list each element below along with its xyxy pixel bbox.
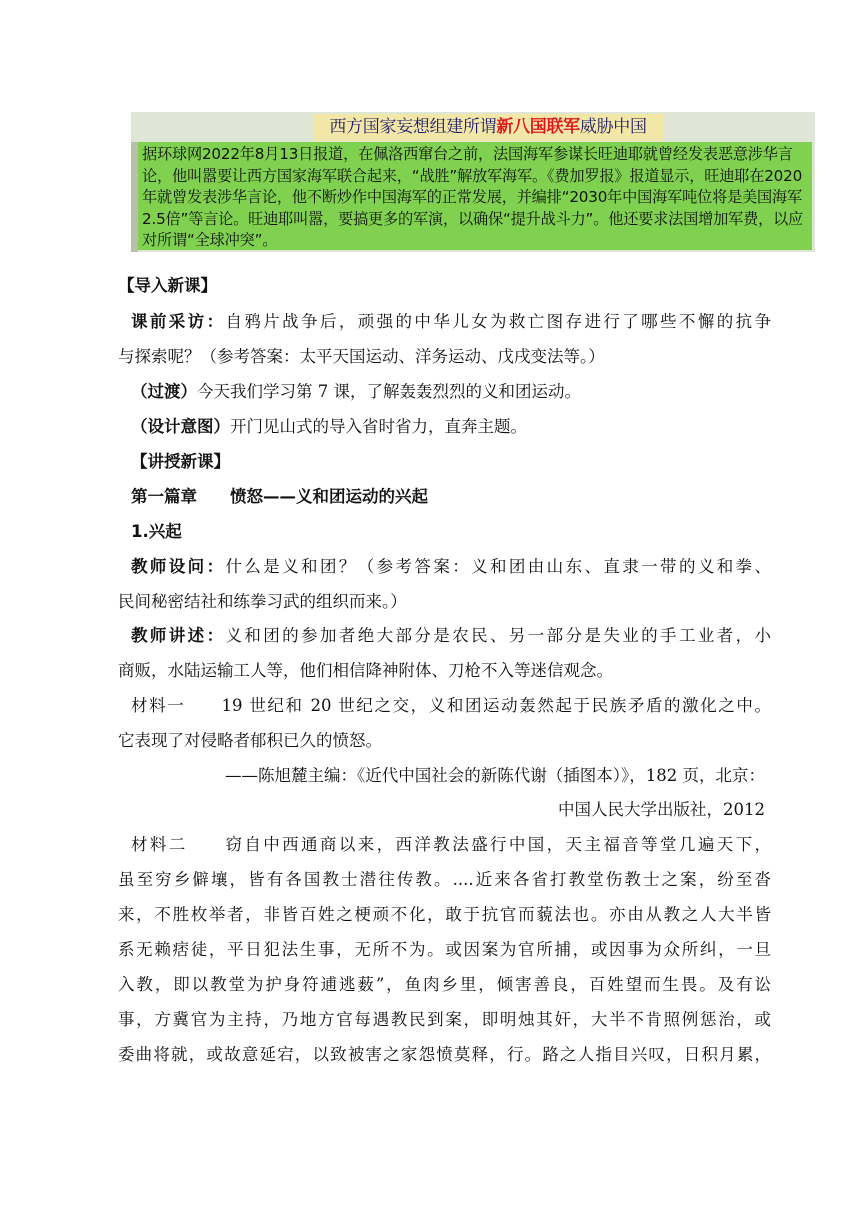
material2-line6: 事，方冀官为主持，乃地方官每遇教民到案，即明烛其奸，大半不肯照例惩治，或 xyxy=(118,1010,771,1029)
interview-line2: 与探索呢？（参考答案：太平天国运动、洋务运动、戊戌变法等。） xyxy=(118,347,605,366)
transition-text: 今天我们学习第 7 课，了解轰轰烈烈的义和团运动。 xyxy=(197,382,581,401)
material2-line7: 委曲将就，或故意延宕，以致被害之家怨愤莫释，行。路之人指目兴叹，日积月累， xyxy=(118,1045,771,1064)
transition-label: （过渡） xyxy=(131,382,197,401)
chapter-title: 第一篇章 愤怒——义和团运动的兴起 xyxy=(131,487,428,506)
lecture-line1 xyxy=(131,624,771,648)
lecture-label: 教师讲述： xyxy=(131,626,226,645)
lecture-line2: 商贩，水陆运输工人等，他们相信降神附体、刀枪不入等迷信观念。 xyxy=(118,661,613,680)
material1-line1: 材料一 19 世纪和 20 世纪之交，义和团运动轰然起于民族矛盾的激化之中。 xyxy=(131,696,771,715)
question-text1: 什么是义和团？（参考答案：义和团由山东、直隶一带的义和拳、 xyxy=(225,557,772,576)
question-line2: 民间秘密结社和练拳习武的组织而来。） xyxy=(118,592,407,611)
interview-text1: 自鸦片战争后，顽强的中华儿女为救亡图存进行了哪些不懈的抗争 xyxy=(225,312,772,331)
question-label: 教师设问： xyxy=(131,557,226,576)
section-intro-heading: 【导入新课】 xyxy=(118,276,217,295)
section-teach-heading: 【讲授新课】 xyxy=(131,452,230,471)
material2-line2: 虽至穷乡僻壤，皆有各国教士潜往传教。....近来各省打教堂伤教士之案，纷至沓 xyxy=(118,870,771,889)
news-image xyxy=(131,112,815,252)
news-title xyxy=(313,114,663,141)
news-title-prefix: 西方国家妄想组建所谓 xyxy=(329,117,497,137)
subsection-title: 1.兴起 xyxy=(131,522,182,541)
news-image-edge xyxy=(131,142,138,252)
design-text: 开门见山式的导入省时省力，直奔主题。 xyxy=(230,417,527,436)
material2-line3: 来，不胜枚举者，非皆百姓之梗顽不化，敢于抗官而藐法也。亦由从教之人大半皆 xyxy=(118,905,771,924)
material2-line4: 系无赖痞徒，平日犯法生事，无所不为。或因案为官所捕，或因事为众所纠，一旦 xyxy=(118,940,771,959)
interview-label: 课前采访： xyxy=(131,312,226,331)
material2-line5: 入教，即以教堂为护身符逋逃薮”，鱼肉乡里，倾害善良，百姓望而生畏。及有讼 xyxy=(118,975,771,994)
interview-line1 xyxy=(131,310,771,334)
design-label: （设计意图） xyxy=(131,417,230,436)
news-title-highlight: 新八国联军 xyxy=(496,117,580,137)
news-body: 据环球网2022年8月13日报道，在佩洛西窜台之前，法国海军参谋长旺迪耶就曾经发表恶意涉华言论，他叫嚣要让西方国家海军联合起来，“战胜”解放军海军。《费加罗报》报道显示，旺迪耶在2020年就曾发表涉华言论，他不断炒作中国海军的正常发展，并编排“2030年中国海军吨位将是美国海军2.5倍”等言论。旺迪耶叫嚣，要搞更多的军演，以确保“提升战斗力”。他还要求法国增加军费，以应对所谓“全球冲突”。 xyxy=(138,142,812,250)
material1-source2: 中国人民大学出版社，2012 xyxy=(558,800,765,819)
question-line1 xyxy=(131,555,771,579)
material1-source1: ——陈旭麓主编：《近代中国社会的新陈代谢（插图本）》，182 页，北京： xyxy=(225,766,765,785)
material1-line2: 它表现了对侵略者郁积已久的愤怒。 xyxy=(118,731,382,750)
lecture-text1: 义和团的参加者绝大部分是农民、另一部分是失业的手工业者，小 xyxy=(225,626,772,645)
design-line xyxy=(131,415,527,439)
transition-line xyxy=(131,380,581,404)
material2-line1: 材料二 窃自中西通商以来，西洋教法盛行中国，天主福音等堂几遍天下， xyxy=(131,835,771,854)
news-title-suffix: 威胁中国 xyxy=(579,117,647,137)
